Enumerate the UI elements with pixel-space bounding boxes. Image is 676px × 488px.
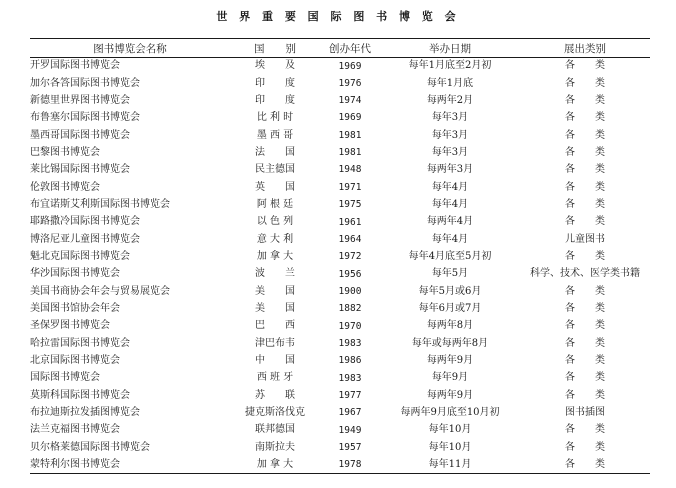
fair-name-cell: 莫斯科国际图书博览会 — [30, 389, 130, 401]
held-date-cell: 每年4月 — [431, 181, 469, 193]
country-cell: 印 度 — [255, 77, 295, 89]
table-row — [30, 335, 650, 352]
table-row — [30, 266, 650, 283]
held-date-cell: 每年4月底至5月初 — [408, 250, 492, 262]
fair-name-cell: 布宜诺斯艾利斯国际图书博览会 — [30, 198, 170, 210]
country-cell: 南斯拉夫 — [255, 441, 295, 453]
founded-year-cell: 1981 — [338, 147, 362, 159]
founded-year-cell: 1976 — [338, 77, 362, 89]
category-cell: 各 类 — [565, 355, 605, 367]
held-date-cell: 每年11月 — [380, 456, 520, 473]
table-row — [30, 75, 650, 92]
held-date-cell: 每两年8月 — [426, 320, 474, 332]
held-date-cell: 每年4月 — [431, 233, 469, 245]
category-cell: 各 类 — [565, 285, 605, 297]
fair-name-cell: 耶路撒冷国际图书博览会 — [30, 216, 140, 228]
country-cell: 比 利 时 — [256, 112, 294, 124]
table-row — [30, 439, 650, 456]
category-cell: 各 类 — [565, 424, 605, 436]
held-date-cell: 每年3月 — [431, 129, 469, 141]
fair-name-cell: 加尔各答国际图书博览会 — [30, 77, 140, 89]
category-cell: 各 类 — [520, 456, 650, 473]
category-cell: 各 类 — [565, 216, 605, 228]
category-cell: 各 类 — [565, 181, 605, 193]
fair-name-cell: 莱比锡国际图书博览会 — [30, 164, 130, 176]
founded-year-cell: 1975 — [338, 199, 362, 211]
category-cell: 各 类 — [565, 337, 605, 349]
table-row — [30, 248, 650, 265]
category-cell: 各 类 — [565, 94, 605, 106]
table-row — [30, 144, 650, 161]
category-cell: 儿童图书 — [565, 233, 605, 245]
header-date: 举办日期 — [380, 39, 520, 58]
table-row — [30, 58, 650, 75]
fair-name-cell: 伦敦图书博览会 — [30, 181, 100, 193]
fair-name-cell: 美国书商协会年会与贸易展览会 — [30, 285, 170, 297]
held-date-cell: 每年3月 — [431, 146, 469, 158]
fair-name-cell: 哈拉雷国际图书博览会 — [30, 337, 130, 349]
category-cell: 各 类 — [565, 320, 605, 332]
held-date-cell: 每年3月 — [431, 112, 469, 124]
founded-year-cell: 1882 — [338, 303, 362, 315]
held-date-cell: 每两年9月 — [426, 355, 474, 367]
founded-year-cell: 1967 — [338, 407, 362, 419]
country-cell: 墨 西 哥 — [256, 129, 294, 141]
fair-name-cell: 新德里世界图书博览会 — [30, 94, 130, 106]
header-country: 国 别 — [230, 39, 320, 58]
founded-year-cell: 1956 — [338, 268, 362, 280]
held-date-cell: 每两年9月 — [426, 389, 474, 401]
table-row — [30, 300, 650, 317]
country-cell: 民主德国 — [255, 164, 295, 176]
founded-year-cell: 1986 — [338, 355, 362, 367]
country-cell: 加 拿 大 — [256, 250, 294, 262]
table-row — [30, 92, 650, 109]
fair-name-cell: 美国图书馆协会年会 — [30, 302, 120, 314]
held-date-cell: 每年6月或7月 — [418, 302, 482, 314]
table-row — [30, 196, 650, 213]
country-cell: 埃 及 — [255, 60, 295, 72]
country-cell: 阿 根 廷 — [256, 198, 294, 210]
category-cell: 各 类 — [565, 77, 605, 89]
category-cell: 各 类 — [565, 112, 605, 124]
table-row — [30, 387, 650, 404]
founded-year-cell: 1964 — [338, 233, 362, 245]
header-year: 创办年代 — [320, 39, 380, 58]
held-date-cell: 每两年4月 — [426, 216, 474, 228]
table-row — [30, 283, 650, 300]
fair-name-cell: 博洛尼亚儿童图书博览会 — [30, 233, 140, 245]
book-fair-table — [30, 38, 650, 474]
fair-name-cell: 法兰克福图书博览会 — [30, 424, 120, 436]
held-date-cell: 每年1月底 — [426, 77, 474, 89]
table-row — [30, 370, 650, 387]
fair-name-cell: 布鲁塞尔国际图书博览会 — [30, 112, 140, 124]
category-cell: 各 类 — [565, 164, 605, 176]
category-cell: 各 类 — [565, 129, 605, 141]
founded-year-cell: 1900 — [338, 285, 362, 297]
founded-year-cell: 1981 — [338, 129, 362, 141]
founded-year-cell: 1948 — [338, 164, 362, 176]
country-cell: 印 度 — [255, 94, 295, 106]
header-row — [30, 39, 650, 58]
category-cell: 各 类 — [565, 60, 605, 72]
fair-name-cell: 布拉迪斯拉发插图博览会 — [30, 407, 140, 419]
table-row — [30, 318, 650, 335]
country-cell: 波 兰 — [255, 268, 295, 280]
country-cell: 英 国 — [255, 181, 295, 193]
fair-name-cell: 华沙国际图书博览会 — [30, 268, 120, 280]
country-cell: 中 国 — [255, 355, 295, 367]
header-name: 图书博览会名称 — [30, 39, 230, 58]
founded-year-cell: 1970 — [338, 320, 362, 332]
fair-name-cell: 贝尔格莱德国际图书博览会 — [30, 441, 150, 453]
country-cell: 意 大 利 — [256, 233, 294, 245]
country-cell: 美 国 — [255, 302, 295, 314]
table-row — [30, 214, 650, 231]
table-row — [30, 456, 650, 473]
founded-year-cell: 1974 — [338, 95, 362, 107]
category-cell: 各 类 — [565, 372, 605, 384]
fair-name-cell: 魁北克国际图书博览会 — [30, 250, 130, 262]
held-date-cell: 每两年3月 — [426, 164, 474, 176]
held-date-cell: 每年或每两年8月 — [411, 337, 489, 349]
fair-name-cell: 开罗国际图书博览会 — [30, 60, 120, 72]
country-cell: 以 色 列 — [256, 216, 294, 228]
category-cell: 科学、技术、医学类书籍 — [530, 268, 640, 280]
country-cell: 法 国 — [255, 146, 295, 158]
fair-name-cell: 北京国际图书博览会 — [30, 355, 120, 367]
table-row — [30, 179, 650, 196]
country-cell: 美 国 — [255, 285, 295, 297]
held-date-cell: 每年10月 — [428, 424, 472, 436]
category-cell: 各 类 — [565, 250, 605, 262]
category-cell: 各 类 — [565, 441, 605, 453]
founded-year-cell: 1957 — [338, 441, 362, 453]
founded-year-cell: 1961 — [338, 216, 362, 228]
country-cell: 津巴布韦 — [255, 337, 295, 349]
country-cell: 联邦德国 — [255, 424, 295, 436]
held-date-cell: 每年9月 — [431, 372, 469, 384]
table-row — [30, 352, 650, 369]
country-cell: 加 拿 大 — [230, 456, 320, 473]
founded-year-cell: 1969 — [338, 112, 362, 124]
held-date-cell: 每两年9月底至10月初 — [400, 407, 500, 419]
held-date-cell: 每年4月 — [431, 198, 469, 210]
founded-year-cell: 1983 — [338, 337, 362, 349]
founded-year-cell: 1977 — [338, 389, 362, 401]
founded-year-cell: 1949 — [338, 424, 362, 436]
fair-name-cell: 蒙特利尔图书博览会 — [30, 456, 230, 473]
founded-year-cell: 1971 — [338, 181, 362, 193]
table-title: 世 界 重 要 国 际 图 书 博 览 会 — [216, 10, 460, 23]
fair-name-cell: 巴黎图书博览会 — [30, 146, 100, 158]
header-category: 展出类别 — [520, 39, 650, 58]
table-row — [30, 127, 650, 144]
fair-name-cell: 圣保罗图书博览会 — [30, 320, 110, 332]
category-cell: 各 类 — [565, 198, 605, 210]
held-date-cell: 每两年2月 — [426, 94, 474, 106]
fair-name-cell: 国际图书博览会 — [30, 372, 100, 384]
fair-name-cell: 墨西哥国际图书博览会 — [30, 129, 130, 141]
held-date-cell: 每年10月 — [428, 441, 472, 453]
category-cell: 各 类 — [565, 389, 605, 401]
country-cell: 西 班 牙 — [256, 372, 294, 384]
country-cell: 捷克斯洛伐克 — [245, 407, 305, 419]
held-date-cell: 每年1月底至2月初 — [408, 60, 492, 72]
held-date-cell: 每年5月 — [431, 268, 469, 280]
category-cell: 各 类 — [565, 146, 605, 158]
founded-year-cell: 1972 — [338, 251, 362, 263]
table-row — [30, 162, 650, 179]
category-cell: 图书插图 — [565, 407, 605, 419]
country-cell: 巴 西 — [255, 320, 295, 332]
table-body — [30, 58, 650, 474]
founded-year-cell: 1983 — [338, 372, 362, 384]
founded-year-cell: 1978 — [320, 456, 380, 473]
table-row — [30, 404, 650, 421]
table-row — [30, 231, 650, 248]
held-date-cell: 每年5月或6月 — [418, 285, 482, 297]
founded-year-cell: 1969 — [338, 60, 362, 72]
table-row — [30, 422, 650, 439]
category-cell: 各 类 — [565, 302, 605, 314]
table-row — [30, 110, 650, 127]
country-cell: 苏 联 — [255, 389, 295, 401]
